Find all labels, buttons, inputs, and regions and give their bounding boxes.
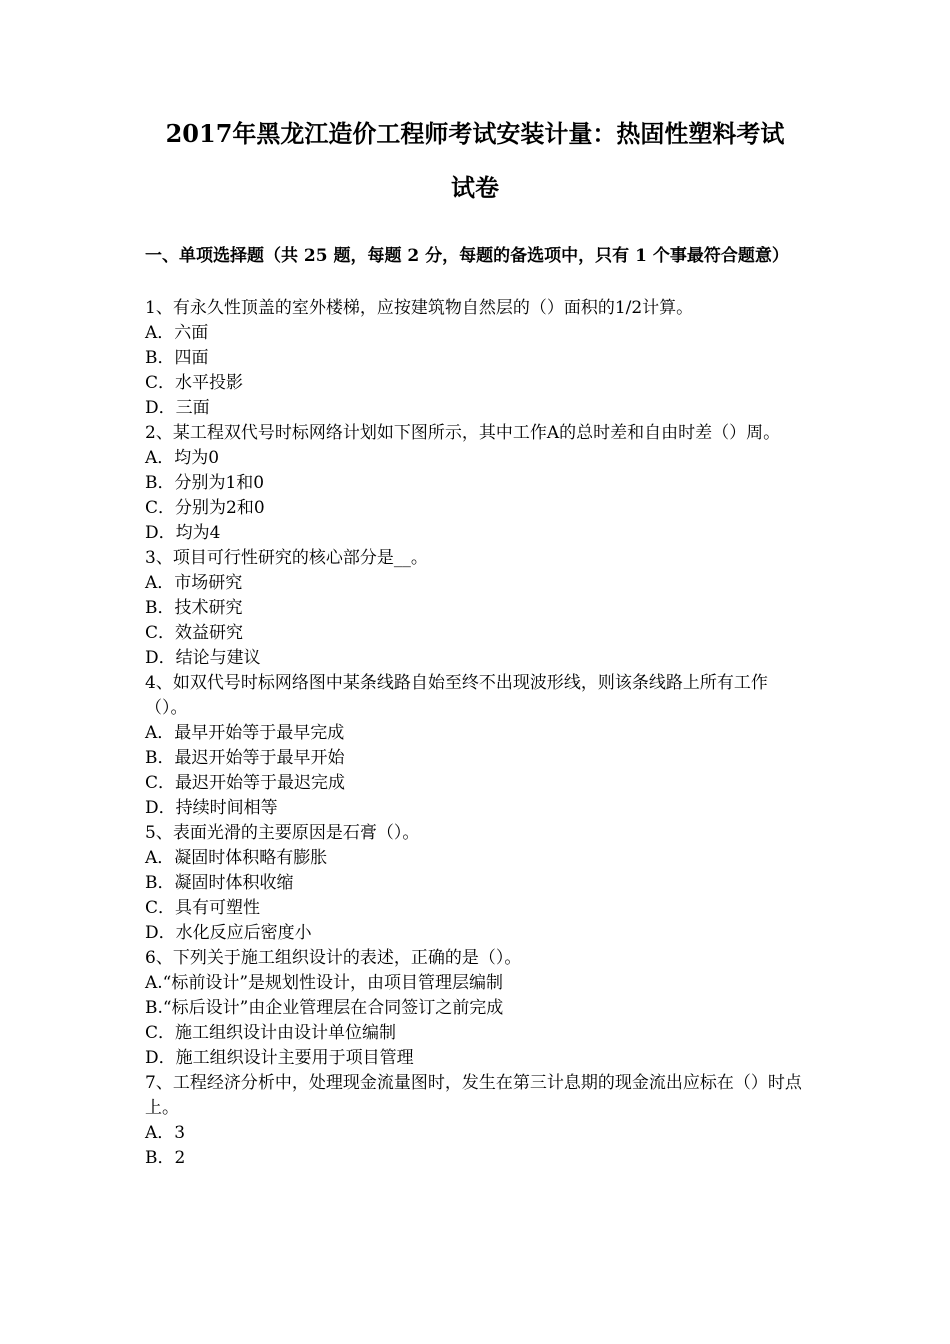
question-stem: 4、如双代号时标网络图中某条线路自始至终不出现波形线，则该条线路上所有工作（）。	[145, 673, 768, 718]
answer-option: A．市场研究	[145, 573, 243, 593]
answer-option: D．水化反应后密度小	[145, 923, 312, 943]
answer-option: D．结论与建议	[145, 648, 261, 668]
question-stem: 7、工程经济分析中，处理现金流量图时，发生在第三计息期的现金流出应标在（）时点上。	[145, 1073, 802, 1118]
answer-option: A．3	[145, 1123, 186, 1143]
answer-option: B．2	[145, 1148, 186, 1168]
question-list	[145, 296, 810, 1171]
answer-option: D．持续时间相等	[145, 798, 278, 818]
section-heading: 一、单项选择题（共 25 题，每题 2 分，每题的备选项中，只有 1 个事最符合题意）	[145, 246, 789, 266]
question-stem: 2、某工程双代号时标网络计划如下图所示，其中工作A的总时差和自由时差（）周。	[145, 423, 781, 443]
question-stem: 3、项目可行性研究的核心部分是__。	[145, 548, 428, 568]
answer-option: B．四面	[145, 348, 209, 368]
answer-option: B．技术研究	[145, 598, 243, 618]
answer-option: A．六面	[145, 323, 209, 343]
answer-option: A．凝固时体积略有膨胀	[145, 848, 328, 868]
answer-option: C．水平投影	[145, 373, 244, 393]
question-stem: 5、表面光滑的主要原因是石膏（）。	[145, 823, 420, 843]
answer-option: B．分别为1和0	[145, 473, 265, 493]
answer-option: D．均为4	[145, 523, 221, 543]
answer-option: C．分别为2和0	[145, 498, 265, 518]
document-title-line-2: 试卷	[451, 173, 499, 202]
answer-option: C．效益研究	[145, 623, 244, 643]
question-stem: 6、下列关于施工组织设计的表述，正确的是（）。	[145, 948, 522, 968]
answer-option: C．具有可塑性	[145, 898, 261, 918]
answer-option: C．最迟开始等于最迟完成	[145, 773, 346, 793]
answer-option: D．三面	[145, 398, 210, 418]
answer-option: A．最早开始等于最早完成	[145, 723, 345, 743]
answer-option: B.“标后设计”由企业管理层在合同签订之前完成	[145, 998, 504, 1018]
document-title-line-1: 2017年黑龙江造价工程师考试安装计量：热固性塑料考试	[165, 119, 785, 148]
question-stem: 1、有永久性顶盖的室外楼梯，应按建筑物自然层的（）面积的1/2计算。	[145, 298, 694, 318]
answer-option: A.“标前设计”是规划性设计，由项目管理层编制	[145, 973, 504, 993]
answer-option: B．凝固时体积收缩	[145, 873, 294, 893]
answer-option: B．最迟开始等于最早开始	[145, 748, 345, 768]
answer-option: C．施工组织设计由设计单位编制	[145, 1023, 397, 1043]
answer-option: D．施工组织设计主要用于项目管理	[145, 1048, 414, 1068]
answer-option: A．均为0	[145, 448, 220, 468]
